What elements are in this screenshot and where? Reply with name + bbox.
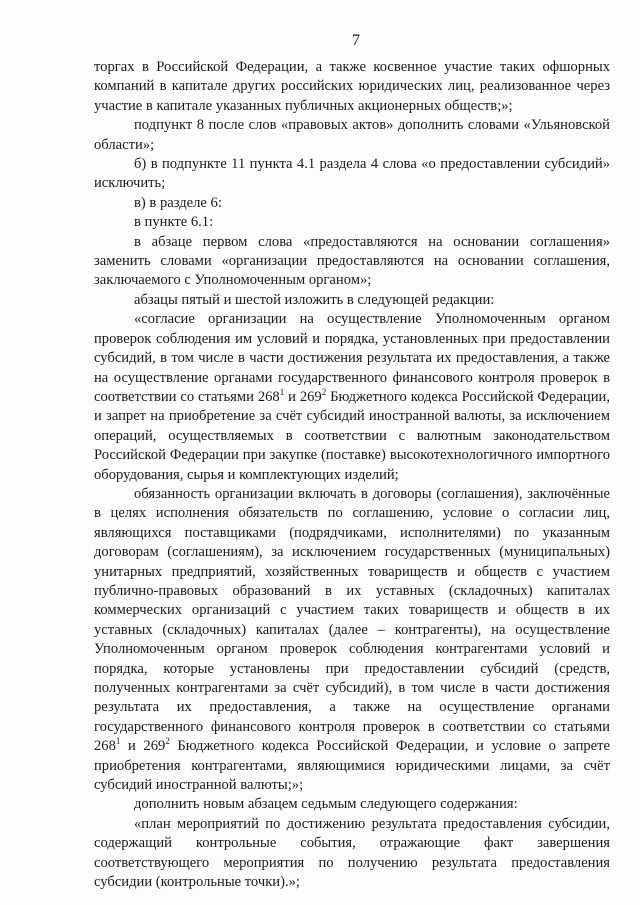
document-body <box>94 58 610 892</box>
paragraph: дополнить новым абзацем седьмым следующего содержания: <box>134 796 518 813</box>
paragraph: подпункт 8 после слов «правовых актов» дополнить словами «Ульяновской области»; <box>94 117 610 153</box>
paragraph-text: Бюджетного кодекса Российской Федерации, и запрет на приобретение за счёт субсидий иностранной валюты, за исключением операций, осуществляемых в соответствии с валютным законодательством Российской Федерации при закупке (поставке) высокотехнологичного импортного оборудования, сырья и комплектующих изделий; <box>94 388 611 483</box>
paragraph-text: и 269 <box>120 738 166 755</box>
paragraph <box>94 485 610 796</box>
article-superscript: 1 <box>279 387 285 398</box>
paragraph: б) в подпункте 11 пункта 4.1 раздела 4 слова «о предоставлении субсидий» исключить; <box>94 156 610 192</box>
paragraph: в абзаце первом слова «предоставляются на основании соглашения» заменить словами «организации предоставляются на основании соглашения, заключаемого с Уполномоченным органом»; <box>94 233 610 289</box>
paragraph: торгах в Российской Федерации, а также косвенное участие таких офшорных компаний в капитале других российских юридических лиц, реализованное через участие в капитале указанных публичных акционерных обществ;»; <box>94 59 610 114</box>
paragraph: «план мероприятий по достижению результата предоставления субсидии, содержащий контрольные события, отражающие факт завершения соответствующего мероприятия по получению результата предоставления субсидии (контрольные точки).»; <box>94 815 610 891</box>
article-superscript: 1 <box>115 736 121 747</box>
paragraph: абзацы пятый и шестой изложить в следующей редакции: <box>134 291 495 308</box>
paragraph-text: и 269 <box>284 388 322 405</box>
paragraph: в пункте 6.1: <box>134 214 214 231</box>
page-number: 7 <box>352 32 360 49</box>
paragraph <box>94 310 610 485</box>
article-superscript: 2 <box>165 736 170 747</box>
paragraph-text: Бюджетного кодекса Российской Федерации, и условие о запрете приобретения контрагентами, являющимися юридическими лицами, за счёт субсидий иностранной валюты;»; <box>94 738 611 794</box>
paragraph-text: «согласие организации на осуществление Уполномоченным органом проверок соблюдения им условий и порядка, установленных при предоставлении субсидий, в том числе в части достижения результата их предоставления, а также на осуществление органами государственного финансового контроля проверок в соответствии со статьями 268 <box>94 311 610 405</box>
paragraph: в) в разделе 6: <box>134 194 222 211</box>
article-superscript: 2 <box>321 387 327 398</box>
paragraph-text: обязанность организации включать в договоры (соглашения), заключённые в целях исполнения обязательств по соглашению, условие о согласии лиц, являющихся поставщиками (подрядчиками, исполнителями) по указанным договорам (соглашениям), за исключением государственных (муниципальных) унитарных предприятий, хозяйственных товариществ и обществ с участием публично-правовых образований в их уставных (складочных) капиталах коммерческих организаций с участием таких товариществ и обществ в их уставных (складочных) капиталах (далее – контрагенты), на осуществление Уполномоченным органом проверок соблюдения контрагентами условий и порядка, которые установлены при предоставлении субсидий (средств, полученных контрагентами за счёт субсидий), в том числе в части достижения результата их предоставления, а также на осуществление органами государственного финансового контроля проверок в соответствии со статьями 268 <box>94 485 610 755</box>
